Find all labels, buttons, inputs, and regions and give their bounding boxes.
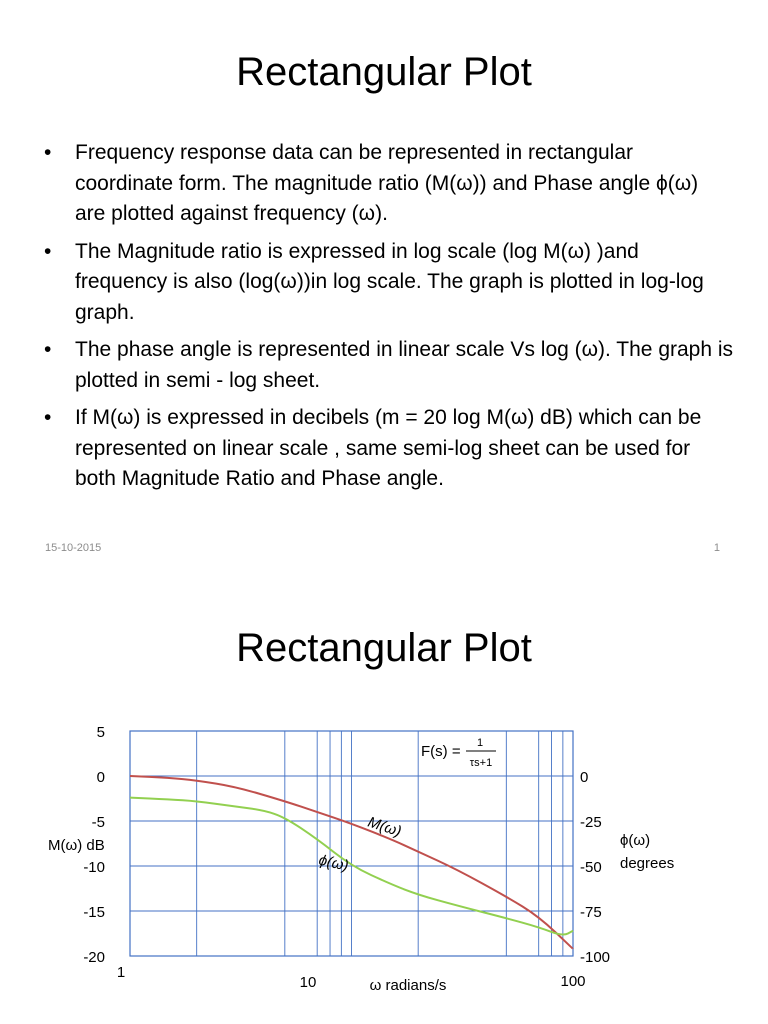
transfer-function-annotation <box>421 737 496 769</box>
y-tick-label-right: -25 <box>580 814 602 831</box>
y-tick-label-right: -50 <box>580 859 602 876</box>
bullet-item: • If M(ω) is expressed in decibels (m = 20 log M(ω) dB) which can be represented on linear scale , same semi-log sheet can be used for both Magnitude Ratio and Phase angle. <box>44 403 734 495</box>
chart-grid <box>130 731 573 956</box>
footer-page-number: 1 <box>713 542 720 554</box>
x-axis-label: ω radians/s <box>369 977 447 994</box>
transfer-function-numerator: 1 <box>476 737 484 749</box>
y-tick-label-right: -75 <box>580 904 602 921</box>
y-tick-label-right: 0 <box>580 769 589 786</box>
footer-date: 15-10-2015 <box>45 542 102 554</box>
transfer-function-lhs: F(s) = <box>421 743 461 760</box>
y-tick-label-left: -15 <box>83 904 105 921</box>
y-tick-label-left: -20 <box>83 949 105 966</box>
chart-labels <box>83 724 610 991</box>
x-tick-label: 10 <box>299 974 317 991</box>
bullet-item: • Frequency response data can be represented in rectangular coordinate form. The magnitude ratio (M(ω)) and Phase angle ϕ(ω) are plotted against frequency (ω). <box>44 138 734 230</box>
bullet-item: • The Magnitude ratio is expressed in log scale (log M(ω) )and frequency is also (log(ω))in log scale. The graph is plotted in log-log graph. <box>44 237 734 329</box>
bullet-item: • The phase angle is represented in linear scale Vs log (ω). The graph is plotted in semi - log sheet. <box>44 335 734 396</box>
y-tick-label-left: -10 <box>83 859 105 876</box>
y-tick-label-right: -100 <box>580 949 611 966</box>
y-tick-label-left: -5 <box>91 814 105 831</box>
transfer-function-denominator: τs+1 <box>469 757 493 769</box>
slide-title: Rectangular Plot <box>236 50 532 94</box>
y-tick-label-left: 0 <box>96 769 105 786</box>
series-label-phase: ϕ(ω) <box>317 851 351 875</box>
x-tick-label: 1 <box>116 964 126 981</box>
y-axis-right-label-line2: degrees <box>620 855 675 872</box>
y-axis-right-label-line1: ϕ(ω) <box>620 832 651 849</box>
slide-title: Rectangular Plot <box>236 626 532 670</box>
y-axis-left-label: M(ω) dB <box>48 837 105 854</box>
x-tick-label: 100 <box>560 973 586 990</box>
series-label-magnitude: M(ω) <box>365 813 404 841</box>
y-tick-label-left: 5 <box>96 724 105 741</box>
